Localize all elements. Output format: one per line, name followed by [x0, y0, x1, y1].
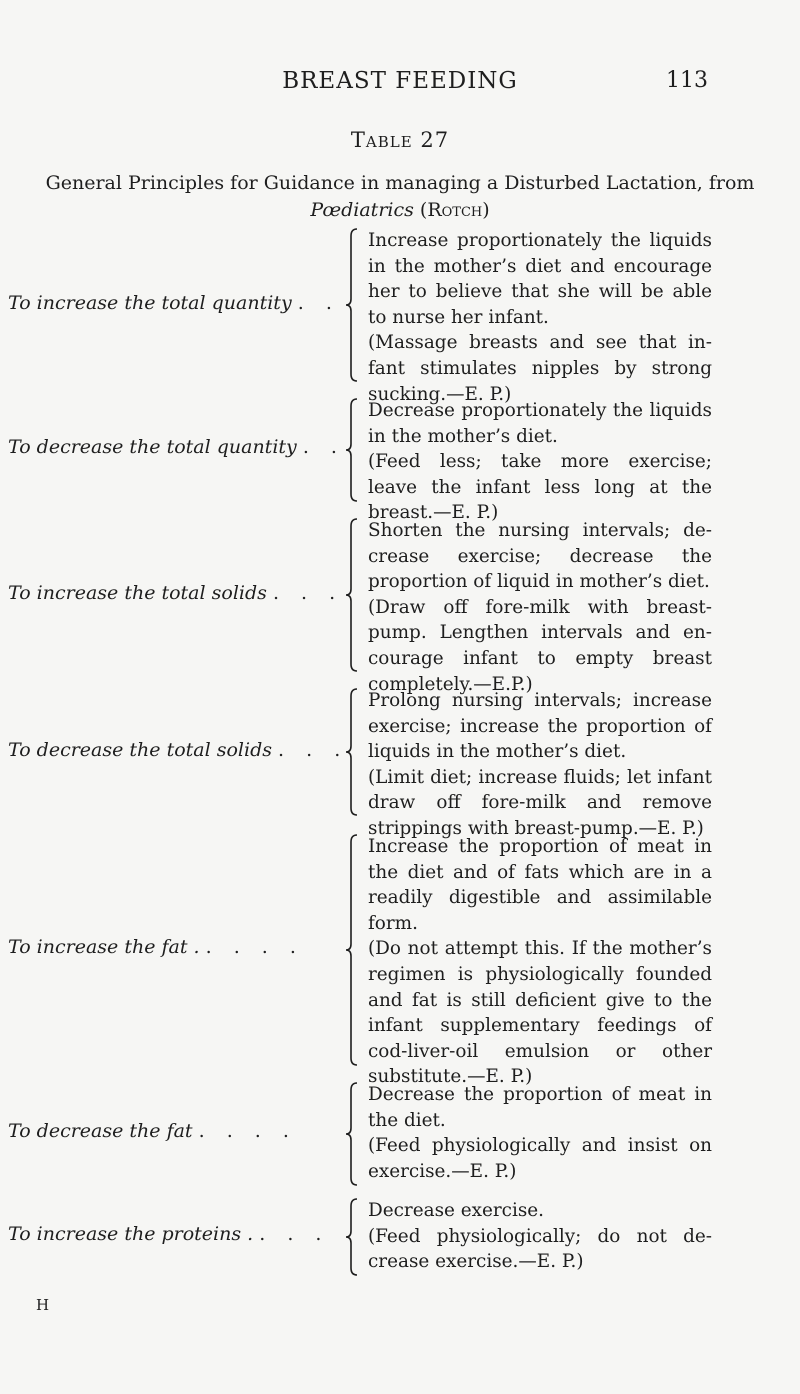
table-row [0, 688, 800, 839]
dot-leader: . . . . [198, 1120, 297, 1142]
brace-icon [345, 1198, 359, 1276]
row-description [368, 1198, 712, 1275]
row-main-text: Shorten the nursing intervals; decrease exercise; decrease the proportion of liquid in mother’s diet. [368, 520, 712, 593]
row-label: To decrease the fat . . . . [8, 1120, 297, 1142]
row-label: To increase the total quantity . . [8, 292, 340, 314]
row-main-text: Increase proportionately the liquids in the mother’s diet and encourage her to believe that she will be able to nurse her infant. [368, 230, 712, 328]
row-note-text: (Massage breasts and see that infant stimulates nipples by strong sucking.—E. P.) [368, 332, 712, 405]
table-row [0, 1082, 800, 1186]
brace-icon [345, 518, 359, 672]
row-main-text: Prolong nursing intervals; increase exercise; increase the proportion of liquids in the mother’s diet. [368, 690, 712, 763]
brace-icon [345, 834, 359, 1066]
table-row [0, 398, 800, 524]
row-description [368, 518, 712, 697]
brace-icon [345, 228, 359, 382]
row-description [368, 228, 712, 407]
dot-leader: . . [302, 436, 345, 458]
row-label: To decrease the total solids . . . [8, 739, 349, 761]
table-row [0, 1198, 800, 1276]
table-row [0, 518, 800, 695]
row-note-text: (Limit diet; increase fluids; let infant draw off fore-milk and remove strippings with breast-pump.—E. P.) [368, 766, 712, 839]
row-label: To increase the proteins . . . . [8, 1223, 330, 1245]
row-main-text: Decrease the proportion of meat in the diet. [368, 1084, 712, 1131]
row-note-text: (Do not attempt this. If the mother’s regimen is physiologically founded and fat is still deficient give to the infant supplementary feedings of cod-liver-oil emulsion or other substitute.—E. P.) [368, 938, 712, 1088]
dot-leader: . . [297, 292, 340, 314]
row-description [368, 1082, 712, 1184]
table-caption [8, 170, 792, 224]
row-label: To increase the fat . . . . . [8, 936, 304, 958]
running-header [0, 68, 800, 104]
brace-icon [345, 688, 359, 816]
signature-mark: H [36, 1296, 50, 1314]
row-description [368, 398, 712, 526]
row-label: To decrease the total quantity . . [8, 436, 345, 458]
table-row [0, 228, 800, 405]
row-note-text: (Draw off fore-milk with breast-pump. Lengthen intervals and encourage infant to empty breast completely.—E.P.) [368, 596, 712, 695]
table-row [0, 834, 800, 1088]
row-note-text: (Feed less; take more exercise; leave the infant less long at the breast.—E. P.) [368, 451, 712, 524]
row-note-text: (Feed physiologically and insist on exercise.—E. P.) [368, 1135, 712, 1182]
caption-journal: Pœdiatrics [310, 199, 414, 221]
row-description [368, 688, 712, 842]
running-title: BREAST FEEDING [282, 68, 518, 94]
page-number: 113 [666, 68, 708, 93]
table-title: Table 27 [350, 128, 450, 152]
caption-author: (Rotch) [419, 199, 490, 221]
row-description [368, 834, 712, 1090]
row-note-text: (Feed physiologically; do not decrease exercise.—E. P.) [368, 1225, 712, 1273]
caption-main: General Principles for Guidance in managing a Disturbed Lactation, from [45, 172, 755, 194]
row-main-text: Decrease exercise. [368, 1200, 545, 1221]
brace-icon [345, 398, 359, 502]
brace-icon [345, 1082, 359, 1186]
row-main-text: Decrease proportionately the liquids in the mother’s diet. [368, 400, 712, 447]
row-main-text: Increase the proportion of meat in the diet and of fats which are in a readily digestible and assimilable form. [368, 836, 712, 934]
dot-leader: . . . . [205, 936, 304, 958]
dot-leader: . . . [278, 739, 349, 761]
dot-leader: . . . [259, 1223, 330, 1245]
row-label: To increase the total solids . . . [8, 582, 344, 604]
dot-leader: . . . [272, 582, 344, 604]
